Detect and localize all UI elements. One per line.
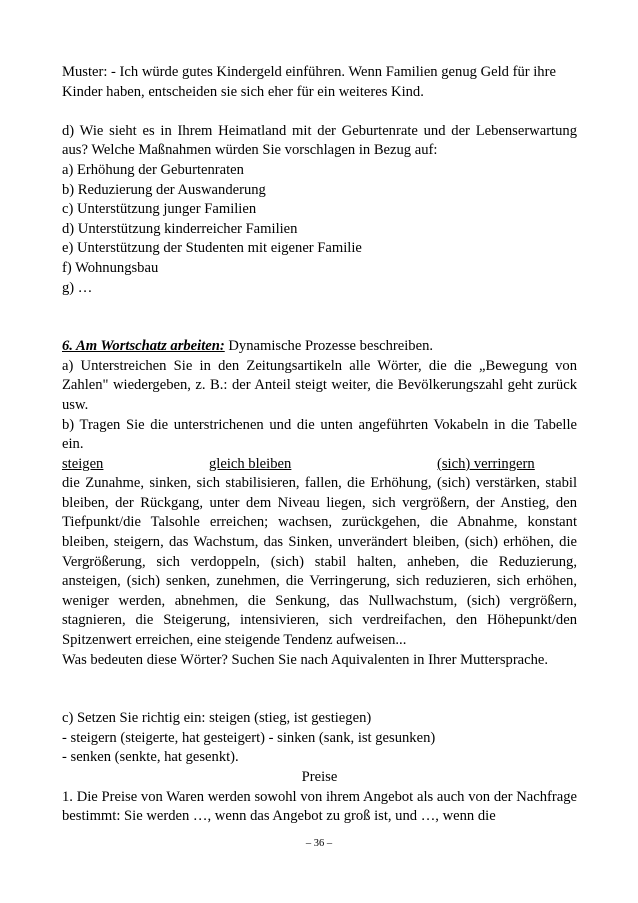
task-d-option-e: e) Unterstützung der Studenten mit eigener Familie [62,240,362,257]
task-d-option-c: c) Unterstützung junger Familien [62,201,257,218]
task-d-option-f: f) Wohnungsbau [62,259,159,276]
task-c-line-2: - steigern (steigerte, hat gesteigert) - sinken (sank, ist gesunken) [62,729,436,746]
exercise-title: Preise [301,769,338,785]
spacer [62,298,577,337]
table-header-verringern: (sich) verringern [437,455,535,472]
meaning-question: Was bedeuten diese Wörter? Suchen Sie nach Aquivalenten in Ihrer Muttersprache. [62,651,549,668]
spacer [62,670,577,709]
task-d-option-b: b) Reduzierung der Auswanderung [62,181,266,198]
vocabulary-list: die Zunahme, sinken, sich stabilisieren, fallen, die Erhöhung, (sich) verstärken, stabil bleiben, der Rückgang, unter dem Niveau liegen, sich vergrößern, der Anstieg, den Tiefpunkt/die Talsohle erreichen; wachsen, zurückgehen, die Abnahme, konstant bleiben, steigern, das Wachstum, das Sinken, unverändert bleiben, (sich) erhöhen, die Vergrößerung, sich verdoppeln, (sich) stabil halten, anheben, die Reduzierung, ansteigen, (sich) senken, zunehmen, die Verringerung, sich reduzieren, sich erhöhen, weniger werden, abnehmen, die Senkung, das Nullwachstum, (sich) vergrößern, stagnieren, die Steigerung, intensivieren, sich verdreifachen, den Höhepunkt/den Spitzenwert erreichen, eine steigende Tendenz aufweisen... [62,475,577,649]
task-c-line-3: - senken (senkte, hat gesenkt). [62,749,239,766]
page-content [62,63,577,827]
task-d-option-g: g) … [62,279,93,296]
table-header-row [62,455,577,475]
task-d-option-d: d) Unterstützung kinderreicher Familien [62,220,298,237]
section-6-heading-label: 6. Am Wortschatz arbeiten: [62,338,225,355]
task-b-instruction: b) Tragen Sie die unterstrichenen und die unten angeführten Vokabeln in die Tabelle ein. [62,416,577,453]
muster-line-1: Muster: - Ich würde gutes Kindergeld einführen. Wenn Familien genug Geld für ihre [62,64,556,80]
muster-line-2: Kinder haben, entscheiden sie sich eher für ein weiteres Kind. [62,83,424,100]
task-d-question: d) Wie sieht es in Ihrem Heimatland mit der Geburtenrate und der Lebenserwartung aus? Welche Maßnahmen würden Sie vorschlagen in Bezug auf: [62,122,577,159]
exercise-1-text: 1. Die Preise von Waren werden sowohl von ihrem Angebot als auch von der Nachfrage bestimmt: Sie werden …, wenn das Angebot zu groß ist, und …, wenn die [62,788,577,825]
table-header-gleich-bleiben: gleich bleiben [209,455,292,472]
task-a-instruction: a) Unterstreichen Sie in den Zeitungsartikeln alle Wörter, die die „Bewegung von Zahlen" wiedergeben, z. B.: der Anteil steigt weiter, die Bevölkerungszahl geht zurück usw. [62,357,577,413]
task-c-line-1: c) Setzen Sie richtig ein: steigen (stieg, ist gestiegen) [62,710,372,727]
task-d-option-a: a) Erhöhung der Geburtenraten [62,161,244,178]
table-header-steigen: steigen [62,455,104,472]
spacer [62,102,577,122]
section-6-heading-text: Dynamische Prozesse beschreiben. [224,338,434,355]
section-6-heading [62,337,577,357]
page-number: – 36 – [305,838,333,849]
